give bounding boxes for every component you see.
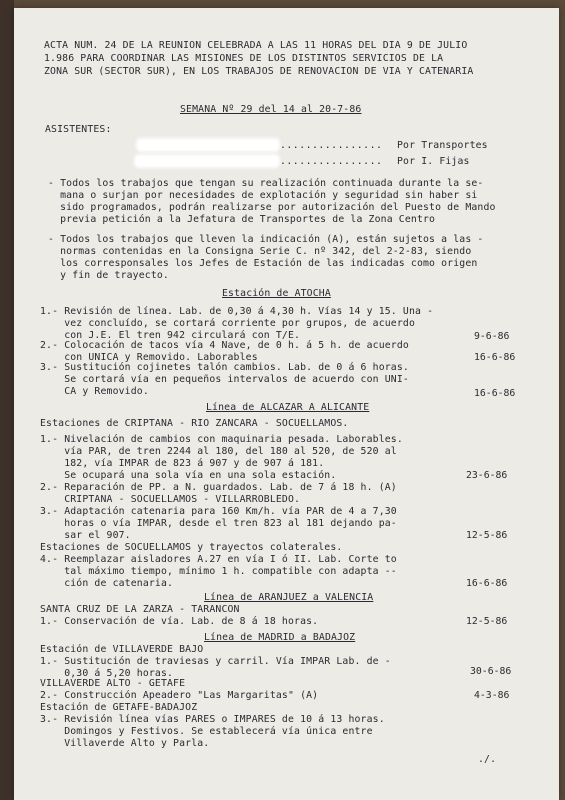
note-line: - Todos los trabajos que tengan su realización continuada durante la se- [48, 178, 484, 189]
item-line: horas o vía IMPAR, desde el tren 823 al 181 dejando pa- [40, 518, 397, 529]
header-line: ACTA NUM. 24 DE LA REUNION CELEBRADA A LAS 11 HORAS DEL DIA 9 DE JULIO [44, 40, 468, 51]
note-line: - Todos los trabajos que lleven la indicación (A), están sujetos a las - [48, 234, 484, 245]
item-line: Estación de GETAFE-BADAJOZ [40, 702, 198, 713]
item-line: Villaverde Alto y Parla. [40, 738, 210, 749]
item-line: sar el 907. [40, 530, 131, 541]
header-line: 1.986 PARA COORDINAR LAS MISIONES DE LOS DISTINTOS SERVICIOS DE LA [44, 53, 444, 64]
attendee-dots: ................ [280, 140, 383, 151]
redacted-name [136, 156, 278, 166]
note-line: previa petición a la Jefatura de Transportes de la Zona Centro [48, 214, 436, 225]
item-date: 9-6-86 [474, 331, 510, 342]
section-subtitle: Estación de VILLAVERDE BAJO [40, 644, 204, 655]
item-line: 1.- Nivelación de cambios con maquinaria pesada. Laborables. [40, 434, 403, 445]
item-line: Se cortará vía en pequeños intervalos de acuerdo con UNI- [40, 374, 409, 385]
table-surface [0, 0, 14, 800]
item-line: con J.E. El tren 942 circulará con T/E. [40, 330, 301, 341]
item-line: 3.- Sustitución cojinetes talón cambios. Lab. de 0 á 6 horas. [40, 362, 409, 373]
section-title: Línea de ALCAZAR A ALICANTE [206, 402, 370, 413]
section-title: Línea de ARANJUEZ a VALENCIA [204, 592, 374, 603]
item-date: 23-6-86 [466, 470, 508, 481]
item-line: 1.- Sustitución de traviesas y carril. Vía IMPAR Lab. de - [40, 656, 391, 667]
item-line: 2.- Construcción Apeadero "Las Margaritas" (A) [40, 690, 319, 701]
note-line: mana o surjan por necesidades de explotación y seguridad sin haber si [48, 190, 478, 201]
footer-mark: ./. [478, 754, 497, 765]
item-line: 1.- Conservación de vía. Lab. de 8 á 18 horas. [40, 616, 319, 627]
item-line: CA y Removido. [40, 386, 149, 397]
week-title: SEMANA Nº 29 del 14 al 20-7-86 [180, 104, 362, 115]
item-date: 4-3-86 [474, 690, 510, 701]
attendee-role: Por I. Fijas [397, 156, 470, 167]
note-line: y fin de trayecto. [48, 270, 169, 281]
note-line: los corresponsales los Jefes de Estación de las indicadas como origen [48, 258, 478, 269]
item-line: ción de catenaria. [40, 578, 174, 589]
item-line: 182, vía IMPAR de 823 á 907 y de 907 á 181. [40, 458, 325, 469]
item-line: Se ocupará una sola vía en una sola estación. [40, 470, 337, 481]
item-line: Estaciones de SOCUELLAMOS y trayectos colaterales. [40, 542, 343, 553]
section-title: Línea de MADRID a BADAJOZ [204, 632, 356, 643]
item-line: con UNICA y Removido. Laborables [40, 352, 258, 363]
attendee-dots: ................ [280, 156, 383, 167]
section-subtitle: SANTA CRUZ DE LA ZARZA - TARANCON [40, 604, 240, 615]
note-line: sido programados, podrán realizarse por autorización del Puesto de Mando [48, 202, 496, 213]
item-line: 2.- Reparación de PP. a N. guardados. Lab. de 7 á 18 h. (A) [40, 482, 397, 493]
item-date: 12-5-86 [466, 616, 508, 627]
item-line: tal máximo tiempo, mínimo 1 h. compatible con adapta -- [40, 566, 397, 577]
header-line: ZONA SUR (SECTOR SUR), EN LOS TRABAJOS DE RENOVACION DE VIA Y CATENARIA [44, 66, 474, 77]
item-line: vía PAR, de tren 2244 al 180, del 180 al 520, de 520 al [40, 446, 397, 457]
note-line: normas contenidas en la Consigna Serie C. nº 342, del 2-2-83, siendo [48, 246, 472, 257]
item-date: 16-6-86 [474, 388, 516, 399]
item-date: 16-6-86 [474, 352, 516, 363]
item-line: 3.- Adaptación catenaria para 160 Km/h. vía PAR de 4 a 7,30 [40, 506, 397, 517]
item-line: 1.- Revisión de línea. Lab. de 0,30 á 4,30 h. Vías 14 y 15. Una - [40, 306, 434, 317]
item-line: 0,30 á 5,20 horas. [40, 668, 174, 679]
item-date: 16-6-86 [466, 578, 508, 589]
item-line: CRIPTANA - SOCUELLAMOS - VILLARROBLEDO. [40, 494, 301, 505]
item-line: 3.- Revisión línea vías PARES o IMPARES de 10 á 13 horas. [40, 714, 385, 725]
item-date: 30-6-86 [470, 666, 512, 677]
item-line: 2.- Colocación de tacos vía 4 Nave, de 0 h. á 5 h. de acuerdo [40, 340, 409, 351]
item-line: VILLAVERDE ALTO - GETAFE [40, 678, 186, 689]
attendees-label: ASISTENTES: [45, 124, 112, 135]
section-subtitle: Estaciones de CRIPTANA - RIO ZANCARA - SOCUELLAMOS. [40, 418, 349, 429]
item-line: vez concluído, se cortará corriente por grupos, de acuerdo [40, 318, 415, 329]
item-line: 4.- Reemplazar aisladores A.27 en vía I ó II. Lab. Corte to [40, 554, 397, 565]
attendee-role: Por Transportes [397, 140, 488, 151]
item-date: 12-5-86 [466, 530, 508, 541]
item-line: Domingos y Festivos. Se establecerá vía única entre [40, 726, 373, 737]
redacted-name [138, 140, 278, 150]
section-title: Estación de ATOCHA [222, 288, 331, 299]
